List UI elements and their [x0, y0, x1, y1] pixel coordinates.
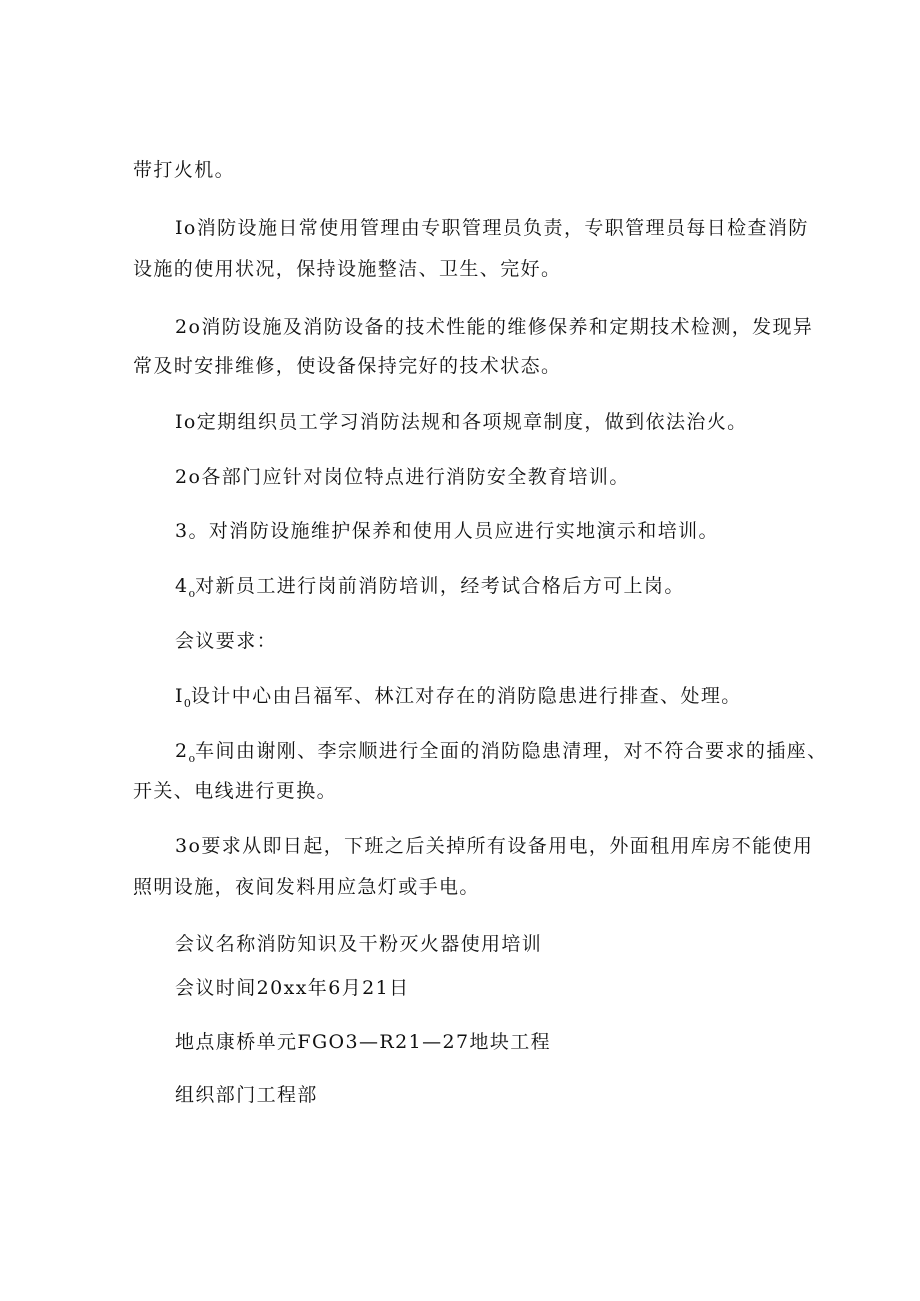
list-item: 3。对消防设施维护保养和使用人员应进行实地演示和培训。	[175, 520, 719, 542]
item-number: 4	[175, 575, 189, 597]
item-number: 2	[175, 740, 189, 762]
meeting-name: 会议名称消防知识及干粉灭火器使用培训	[175, 933, 543, 955]
section-heading: 会议要求：	[175, 630, 278, 652]
item-number-subscript: o	[188, 587, 196, 600]
paragraph-line: 2o消防设施及消防设备的技术性能的维修保养和定期技术检测，发现异	[175, 316, 814, 338]
paragraph-line: Io消防设施日常使用管理由专职管理员负责，专职管理员每日检查消防	[175, 217, 809, 239]
list-item: 2o各部门应针对岗位特点进行消防安全教育培训。	[175, 466, 630, 488]
text-line: 带打火机。	[133, 159, 236, 181]
paragraph-line: 开关、电线进行更换。	[133, 780, 338, 802]
list-item	[175, 739, 828, 771]
list-item	[175, 684, 742, 716]
paragraph-line: 照明设施，夜间发料用应急灯或手电。	[133, 876, 480, 898]
list-item: Io定期组织员工学习消防法规和各项规章制度，做到依法治火。	[175, 411, 748, 433]
paragraph-line: 3o要求从即日起，下班之后关掉所有设备用电，外面租用库房不能使用	[175, 835, 814, 857]
organizing-department: 组织部门工程部	[175, 1084, 318, 1106]
item-number: I	[175, 685, 184, 707]
item-text: 对新员工进行岗前消防培训，经考试合格后方可上岗。	[195, 575, 685, 597]
item-number-subscript: o	[188, 752, 196, 765]
item-text: 车间由谢刚、李宗顺进行全面的消防隐患清理，对不符合要求的插座、	[195, 740, 828, 762]
paragraph-line: 设施的使用状况，保持设施整洁、卫生、完好。	[133, 258, 562, 280]
meeting-place: 地点康桥单元FGO3—R21—27地块工程	[175, 1031, 552, 1053]
item-number-subscript: 0	[183, 697, 191, 710]
meeting-time: 会议时间20xx年6月21日	[175, 977, 410, 999]
item-text: 设计中心由吕福军、林江对存在的消防隐患进行排查、处理。	[190, 685, 742, 707]
paragraph-line: 常及时安排维修，使设备保持完好的技术状态。	[133, 355, 562, 377]
list-item	[175, 574, 685, 606]
